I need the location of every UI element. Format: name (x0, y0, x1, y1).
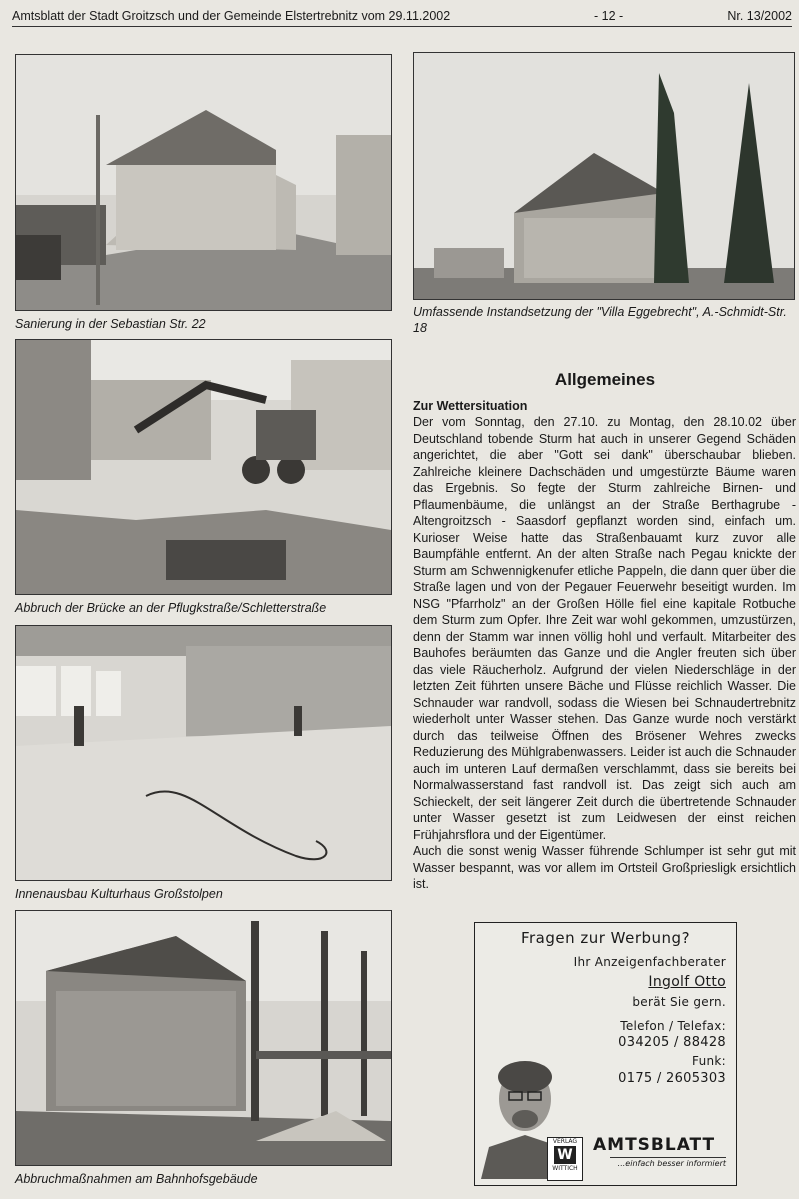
photo-sebastian-street (15, 54, 392, 311)
caption-photo-sebastian-street: Sanierung in der Sebastian Str. 22 (15, 317, 206, 331)
photo-villa-eggebrecht (413, 52, 795, 300)
article-paragraph: Der vom Sonntag, den 27.10. zu Montag, den 28.10.02 über Deutschland tobende Sturm hat auch in unserer Gegend Schäden angerichtet, die aber "Gott sei dank" überschaubar blieben. Zahlreiche kleinere Dachschäden und umgestürzte Bäume waren das Ergebnis. So fegte der Sturm zahlreiche Birnen- und Pflaumenbäume, die unlängst an der Straße Berthagrube - Altengroitzsch - Saasdorf gepflanzt worden sind, einfach um. Kurioser Weise hatte das Straßenbauamt kurz zuvor alle Baumpfähle entfernt. An der alten Straße nach Pegau knickte der Sturm am Schwennigkenufer etliche Pappeln, die dann quer über die Straße lagen und von der Pegauer Feuerwehr beseitigt wurden. Im NSG "Pfarrholz" an der Großen Hölle fiel eine kapitale Rotbuche dem Sturm zum Opfer. Ihre Zeit war wohl gekommen, umzustürzen, denn der Stamm war innen völlig hohl und verfault. Mitarbeiter des Bauhofes beräumten das Ganze und die Angler freuten sich über das viele Räucherholz. Aufgrund der vielen Niederschläge in der letzten Zeit führten unsere Bäche und Flüsse reichlich Wasser. Die Schnauder war randvoll, sodass die Wiesen bei Schnaudertrebnitz wiederholt unter Wasser stehen. Das Ganze wurde noch verstärkt durch das teilweise Öffnen des Brösener Wehres zwecks Reduzierung des Mühlgrabenwassers. Leider ist auch die Schnauder auch im unteren Lauf dermaßen verschlammt, dass sie bereits bei Normalwasserstand fast randvoll ist. Das zeigt sich auch am Schieckelt, der seit längerer Zeit durch die übertretende Schnauder unter Wasser gesetzt ist zum Leidwesen der einst reichen Frühjahrsflora und der Eigentümer. (413, 415, 796, 842)
ad-title: Fragen zur Werbung? (520, 929, 691, 947)
photo-bridge-demolition (15, 339, 392, 595)
article-body (413, 414, 796, 893)
ad-mobile-label: Funk: (692, 1054, 726, 1068)
ad-phone-label: Telefon / Telefax: (620, 1019, 726, 1033)
header-page-number: - 12 - (594, 9, 624, 23)
ad-brand: AMTSBLATT (593, 1135, 716, 1155)
ad-mobile-number: 0175 / 2605303 (618, 1071, 726, 1086)
logo-text-bottom: WITTICH (552, 1165, 578, 1172)
logo-text-top: VERLAG (552, 1138, 578, 1145)
ad-subtitle: Ihr Anzeigenfachberater (573, 955, 726, 969)
caption-photo-bridge-demolition: Abbruch der Brücke an der Pflugkstraße/Schletterstraße (15, 601, 327, 615)
caption-photo-station-building: Abbruchmaßnahmen am Bahnhofsgebäude (15, 1172, 258, 1186)
header-publication-title: Amtsblatt der Stadt Groitzsch und der Gemeinde Elstertrebnitz vom 29.11.2002 (12, 9, 451, 23)
ad-slogan: ...einfach besser informiert (610, 1157, 726, 1168)
publisher-logo (547, 1137, 583, 1181)
advertisement-box (474, 922, 737, 1186)
ad-phone-number: 034205 / 88428 (618, 1035, 726, 1050)
logo-letter: W (554, 1146, 576, 1164)
header-issue-number: Nr. 13/2002 (727, 9, 792, 23)
page-header (12, 6, 792, 27)
section-title: Allgemeines (554, 370, 656, 389)
caption-photo-villa-eggebrecht: Umfassende Instandsetzung der "Villa Eggebrecht", A.-Schmidt-Str. 18 (413, 305, 787, 335)
article-paragraph: Auch die sonst wenig Wasser führende Schlumper ist sehr gut mit Wasser bespannt, was vor allem im Ortsteil Großpriesligk ersichtlich ist. (413, 844, 796, 891)
ad-contact-name: Ingolf Otto (648, 974, 726, 990)
article-heading: Zur Wettersituation (413, 399, 528, 413)
photo-kulturhaus-interior (15, 625, 392, 881)
photo-station-building (15, 910, 392, 1166)
caption-photo-kulturhaus-interior: Innenausbau Kulturhaus Großstolpen (15, 887, 223, 901)
ad-tagline: berät Sie gern. (632, 995, 726, 1009)
